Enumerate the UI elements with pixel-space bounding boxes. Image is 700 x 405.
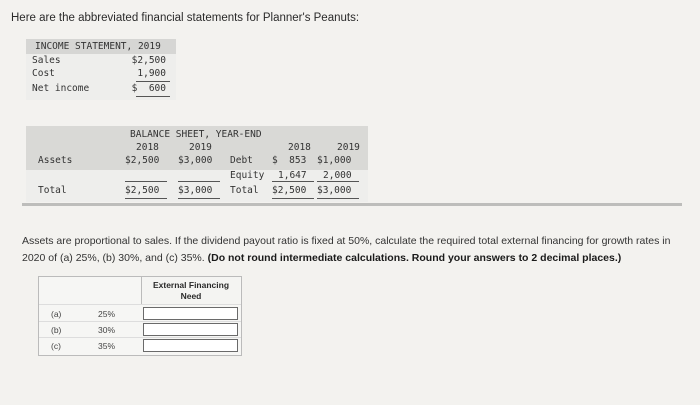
answer-row-divider	[39, 321, 241, 322]
bs-assets-label: Assets	[38, 155, 73, 166]
bs-debt-2019: $1,000	[317, 155, 352, 166]
bs-assets-2018: $2,500	[125, 155, 160, 166]
answer-row-divider	[39, 337, 241, 338]
bs-equity-2019-underline	[317, 181, 359, 182]
answer-row-label-c: (c)	[51, 341, 61, 351]
income-label-cost: Cost	[32, 68, 55, 79]
bs-total-liab-2019: $3,000	[317, 185, 352, 196]
bs-year-left-2019: 2019	[189, 142, 212, 153]
income-statement-header	[26, 39, 176, 54]
answer-header-line2: Need	[180, 291, 202, 301]
bs-equity-2019: 2,000	[323, 170, 352, 181]
answer-row-rate-b: 30%	[98, 325, 116, 335]
question-text	[22, 233, 682, 267]
external-financing-input-a[interactable]	[143, 307, 238, 320]
answer-row-rate-a: 25%	[98, 309, 116, 319]
intro-text: Here are the abbreviated financial statements for Planner's Peanuts:	[11, 12, 360, 24]
bs-equity-2018-underline	[272, 181, 314, 182]
bs-assets-2019: $3,000	[178, 155, 213, 166]
bs-assets-2019-underline	[178, 181, 220, 182]
answer-row-rate-c: 35%	[98, 341, 116, 351]
income-underline	[136, 81, 170, 82]
question-instruction: (Do not round intermediate calculations. Round your answers to 2 decimal places.)	[207, 251, 622, 264]
income-label-net: Net income	[32, 83, 90, 94]
bs-total-r2019-underline	[317, 198, 359, 199]
bs-year-right-2018: 2018	[288, 142, 311, 153]
bs-debt-2018: $ 853	[272, 155, 307, 166]
bs-equity-2018: 1,647	[278, 170, 307, 181]
answer-row-label-b: (b)	[51, 325, 62, 335]
bs-equity-label: Equity	[230, 170, 265, 181]
bs-total-right-label: Total	[230, 185, 259, 196]
bs-total-liab-2018: $2,500	[272, 185, 307, 196]
income-value-net: $ 600	[131, 83, 166, 94]
external-financing-input-c[interactable]	[143, 339, 238, 352]
bs-total-2019-underline	[178, 198, 220, 199]
answer-header-border	[39, 304, 241, 305]
bs-total-assets-2018: $2,500	[125, 185, 160, 196]
external-financing-input-b[interactable]	[143, 323, 238, 336]
bs-total-assets-2019: $3,000	[178, 185, 213, 196]
bs-year-right-2019: 2019	[337, 142, 360, 153]
income-value-cost: 1,900	[137, 68, 166, 79]
income-label-sales: Sales	[32, 55, 61, 66]
bs-debt-label: Debt	[230, 155, 253, 166]
bs-year-left-2018: 2018	[136, 142, 159, 153]
answer-table	[38, 276, 242, 356]
income-double-underline	[136, 96, 170, 97]
section-divider	[22, 203, 682, 206]
bs-total-r2018-underline	[272, 198, 314, 199]
answer-table-header	[141, 277, 240, 304]
balance-sheet-title: BALANCE SHEET, YEAR-END	[130, 129, 262, 140]
answer-row-label-a: (a)	[51, 309, 62, 319]
question-body: Assets are proportional to sales. If the dividend payout ratio is fixed at 50%, calculate the required total external financing for growth rates in 2020 of (a) 25%, (b) 30%, and (c) 35%.	[22, 235, 671, 264]
income-value-sales: $2,500	[131, 55, 166, 66]
bs-total-left-label: Total	[38, 185, 67, 196]
bs-assets-2018-underline	[125, 181, 167, 182]
answer-header-line1: External Financing	[152, 280, 230, 290]
income-statement	[26, 39, 176, 100]
income-statement-title: INCOME STATEMENT, 2019	[35, 41, 161, 52]
bs-total-2018-underline	[125, 198, 167, 199]
balance-sheet	[26, 126, 368, 202]
